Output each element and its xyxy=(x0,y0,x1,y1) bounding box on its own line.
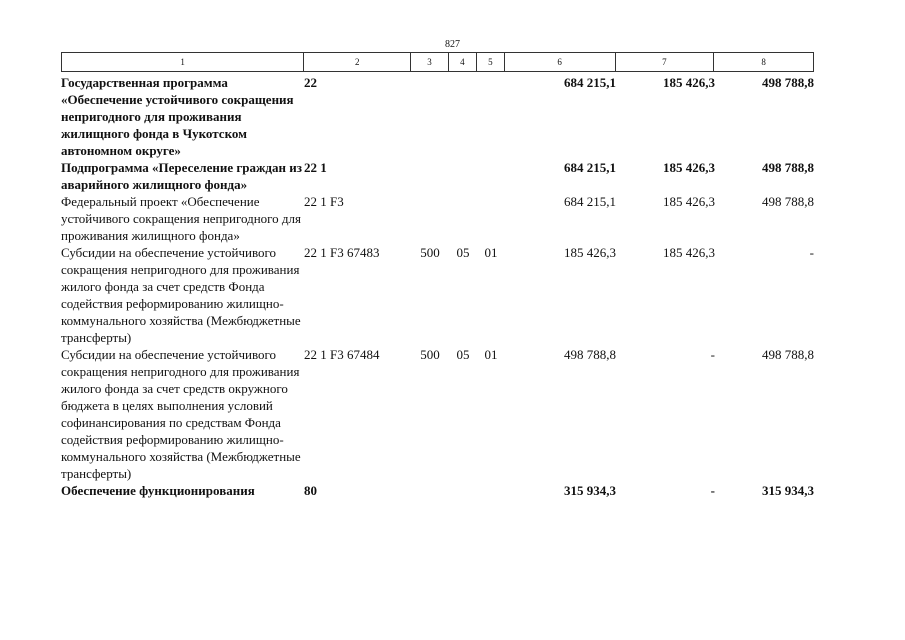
row-col-3 xyxy=(411,74,449,159)
row-code: 22 1 xyxy=(304,160,327,175)
row-col-4: 05 xyxy=(456,245,470,260)
row-col-3 xyxy=(411,159,449,193)
row-col-4 xyxy=(449,193,477,244)
row-value-7: 185 426,3 xyxy=(663,160,715,175)
row-col-5 xyxy=(477,482,505,499)
row-col-5: 01 xyxy=(484,245,498,260)
row-value-8: - xyxy=(809,245,814,260)
table-row xyxy=(61,74,821,159)
row-value-8: 498 788,8 xyxy=(762,347,814,362)
row-value-6: 684 215,1 xyxy=(564,194,616,209)
row-col-5: 01 xyxy=(484,347,498,362)
table-body xyxy=(61,74,821,499)
table-row xyxy=(61,159,821,193)
row-name: Государственная программа «Обеспечение устойчивого сокращения непригодного для проживания жилищного фонда в Чукотском автономном округе» xyxy=(61,75,294,158)
row-code: 22 1 F3 xyxy=(304,194,344,209)
row-value-6: 315 934,3 xyxy=(564,483,616,498)
row-col-5 xyxy=(477,74,505,159)
row-code: 22 xyxy=(304,75,317,90)
row-name: Субсидии на обеспечение устойчивого сокращения непригодного для проживания жилого фонда за счет средств окружного бюджета в целях выполнения условий софинансирования по средствам Фонда содействия реформированию жилищно-коммунального хозяйства (Межбюджетные трансферты) xyxy=(61,347,301,481)
row-col-3: 500 xyxy=(420,245,440,260)
header-col-7: 7 xyxy=(616,53,715,71)
table-row xyxy=(61,193,821,244)
row-col-4 xyxy=(449,159,477,193)
row-col-5 xyxy=(477,193,505,244)
row-value-8: 498 788,8 xyxy=(762,160,814,175)
page-number: 827 xyxy=(445,39,460,50)
row-col-3 xyxy=(411,193,449,244)
row-col-4 xyxy=(449,482,477,499)
row-value-7: 185 426,3 xyxy=(663,245,715,260)
header-col-6: 6 xyxy=(505,53,616,71)
row-value-7: - xyxy=(710,347,715,362)
header-col-2: 2 xyxy=(304,53,411,71)
table-row xyxy=(61,346,821,482)
row-value-7: 185 426,3 xyxy=(663,75,715,90)
table-header xyxy=(61,52,814,72)
row-value-6: 498 788,8 xyxy=(564,347,616,362)
row-value-7: - xyxy=(710,483,715,498)
row-col-3: 500 xyxy=(420,347,440,362)
row-col-4 xyxy=(449,74,477,159)
row-col-5 xyxy=(477,159,505,193)
row-code: 80 xyxy=(304,483,317,498)
row-code: 22 1 F3 67483 xyxy=(304,245,380,260)
header-col-3: 3 xyxy=(411,53,449,71)
header-col-1: 1 xyxy=(62,53,304,71)
row-name: Субсидии на обеспечение устойчивого сокращения непригодного для проживания жилого фонда за счет средств Фонда содействия реформированию жилищно-коммунального хозяйства (Межбюджетные трансферты) xyxy=(61,245,301,345)
row-value-6: 684 215,1 xyxy=(564,75,616,90)
header-col-4: 4 xyxy=(449,53,477,71)
row-value-6: 684 215,1 xyxy=(564,160,616,175)
header-col-8: 8 xyxy=(761,57,766,67)
table-row xyxy=(61,482,821,499)
row-value-7: 185 426,3 xyxy=(663,194,715,209)
header-col-5: 5 xyxy=(477,53,505,71)
row-code: 22 1 F3 67484 xyxy=(304,347,380,362)
row-col-3 xyxy=(411,482,449,499)
row-name: Обеспечение функционирования xyxy=(61,483,255,498)
row-value-8: 498 788,8 xyxy=(762,194,814,209)
table-row xyxy=(61,244,821,346)
row-name: Подпрограмма «Переселение граждан из аварийного жилищного фонда» xyxy=(61,160,302,192)
row-value-8: 498 788,8 xyxy=(762,75,814,90)
row-col-4: 05 xyxy=(456,347,470,362)
row-value-6: 185 426,3 xyxy=(564,245,616,260)
row-value-8: 315 934,3 xyxy=(762,483,814,498)
row-name: Федеральный проект «Обеспечение устойчивого сокращения непригодного для проживания жилищного фонда» xyxy=(61,194,302,243)
